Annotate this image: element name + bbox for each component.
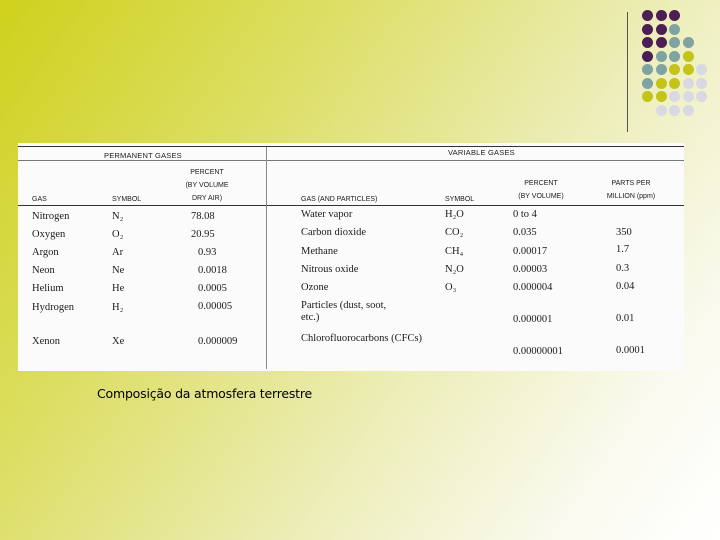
decorative-dot: [642, 10, 653, 21]
slide-caption: Composição da atmosfera terrestre: [97, 386, 313, 401]
gas-ppm: 0.3: [616, 263, 630, 274]
gas-percent: 20.95: [191, 229, 215, 240]
gas-name: Chlorofluorocarbons (CFCs): [301, 333, 423, 344]
gas-name: Carbon dioxide: [301, 227, 367, 238]
decorative-dot: [656, 91, 667, 102]
gas-name: Xenon: [32, 336, 60, 347]
gas-name: Argon: [32, 247, 59, 258]
table-header-rule: [18, 205, 684, 206]
gas-percent: 0.93: [198, 247, 217, 258]
gas-percent: 0.0018: [198, 265, 227, 276]
gas-ppm: 1.7: [616, 244, 630, 255]
decorative-dot: [696, 64, 707, 75]
decorative-dot: [669, 37, 680, 48]
decorative-dot: [656, 64, 667, 75]
gas-symbol: Xe: [112, 336, 125, 347]
decorative-dot: [683, 37, 694, 48]
table-top-rule: [18, 146, 684, 147]
gas-ppm: 350: [616, 227, 632, 238]
header-ppm-line: PARTS PER: [611, 180, 651, 187]
gas-name: Nitrous oxide: [301, 264, 359, 275]
decorative-dot: [656, 24, 667, 35]
decorative-dot: [683, 91, 694, 102]
gas-percent: 0.0005: [198, 283, 227, 294]
table-divider: [266, 147, 267, 369]
table-section-rule: [18, 160, 684, 161]
gas-name: Neon: [32, 265, 55, 276]
decorative-dot: [683, 105, 694, 116]
decorative-dot: [656, 51, 667, 62]
decorative-dot: [683, 64, 694, 75]
gas-percent: 0.035: [513, 227, 537, 238]
decorative-dot: [683, 51, 694, 62]
decorative-dot: [669, 10, 680, 21]
header-percent: [172, 168, 242, 203]
decorative-dot: [656, 105, 667, 116]
decorative-dot: [669, 51, 680, 62]
decorative-dot: [696, 91, 707, 102]
gas-symbol: CH₄: [445, 246, 464, 257]
gas-name: Methane: [301, 246, 338, 257]
gas-percent: 0.000001: [513, 314, 553, 325]
decorative-dot: [642, 24, 653, 35]
gas-name: Ozone: [301, 282, 329, 293]
gas-symbol: O₂: [112, 229, 124, 240]
gas-name: Water vapor: [301, 209, 353, 220]
gas-name: Particles (dust, soot, etc.): [301, 300, 387, 323]
decorative-dot: [683, 78, 694, 89]
gas-symbol: N₂O: [445, 264, 464, 275]
header-percent-line: PERCENT: [524, 180, 558, 187]
header-ppm: [596, 179, 666, 201]
decorative-dot: [642, 51, 653, 62]
gas-percent: 78.08: [191, 211, 215, 222]
gas-symbol: Ne: [112, 265, 125, 276]
gas-percent: 0.00005: [198, 301, 233, 312]
header-variable-percent: [506, 179, 576, 201]
gas-name: Helium: [32, 283, 64, 294]
decorative-dot: [656, 78, 667, 89]
gas-percent: 0.00017: [513, 246, 548, 257]
decorative-dot: [642, 91, 653, 102]
decorative-dot: [642, 78, 653, 89]
header-symbol: SYMBOL: [112, 196, 142, 203]
decorative-dot: [642, 64, 653, 75]
decorative-dot: [669, 64, 680, 75]
gas-symbol: He: [112, 283, 125, 294]
decorative-dot-grid: [640, 10, 720, 120]
decorative-dot: [669, 105, 680, 116]
gas-symbol: Ar: [112, 247, 124, 258]
gas-symbol: O₃: [445, 282, 457, 293]
gas-name: Oxygen: [32, 229, 66, 240]
header-variable-symbol: SYMBOL: [445, 196, 475, 203]
header-gas-particles: GAS (AND PARTICLES): [301, 196, 378, 203]
gas-ppm: 0.0001: [616, 345, 645, 356]
decorative-dot: [669, 91, 680, 102]
gas-name: Nitrogen: [32, 211, 70, 222]
atmosphere-composition-table: [18, 143, 684, 371]
decorative-dot: [669, 78, 680, 89]
gas-percent: 0.000009: [198, 336, 238, 347]
decorative-dot: [669, 24, 680, 35]
gas-symbol: CO₂: [445, 227, 464, 238]
header-percent-line: (BY VOLUME: [185, 182, 229, 189]
gas-ppm: 0.01: [616, 313, 635, 324]
gas-percent: 0.00003: [513, 264, 548, 275]
decorative-dot: [642, 37, 653, 48]
header-ppm-line: MILLION (ppm): [606, 193, 656, 200]
decorative-dot: [696, 78, 707, 89]
gas-percent: 0 to 4: [513, 209, 537, 220]
gas-symbol: H₂O: [445, 209, 464, 220]
gas-percent: 0.00000001: [513, 346, 563, 357]
gas-percent: 0.000004: [513, 282, 553, 293]
header-percent-line: DRY AIR): [191, 195, 223, 202]
decorative-vertical-line: [627, 12, 628, 132]
decorative-dot: [656, 10, 667, 21]
section-title-permanent: PERMANENT GASES: [104, 151, 182, 160]
header-percent-line: (BY VOLUME): [518, 193, 564, 200]
section-title-variable: VARIABLE GASES: [448, 148, 515, 157]
gas-name: Hydrogen: [32, 302, 74, 313]
header-gas: GAS: [32, 196, 47, 203]
header-percent-line: PERCENT: [190, 169, 224, 176]
gas-symbol: H₂: [112, 302, 124, 313]
gas-symbol: N₂: [112, 211, 124, 222]
gas-ppm: 0.04: [616, 281, 635, 292]
decorative-dot: [656, 37, 667, 48]
